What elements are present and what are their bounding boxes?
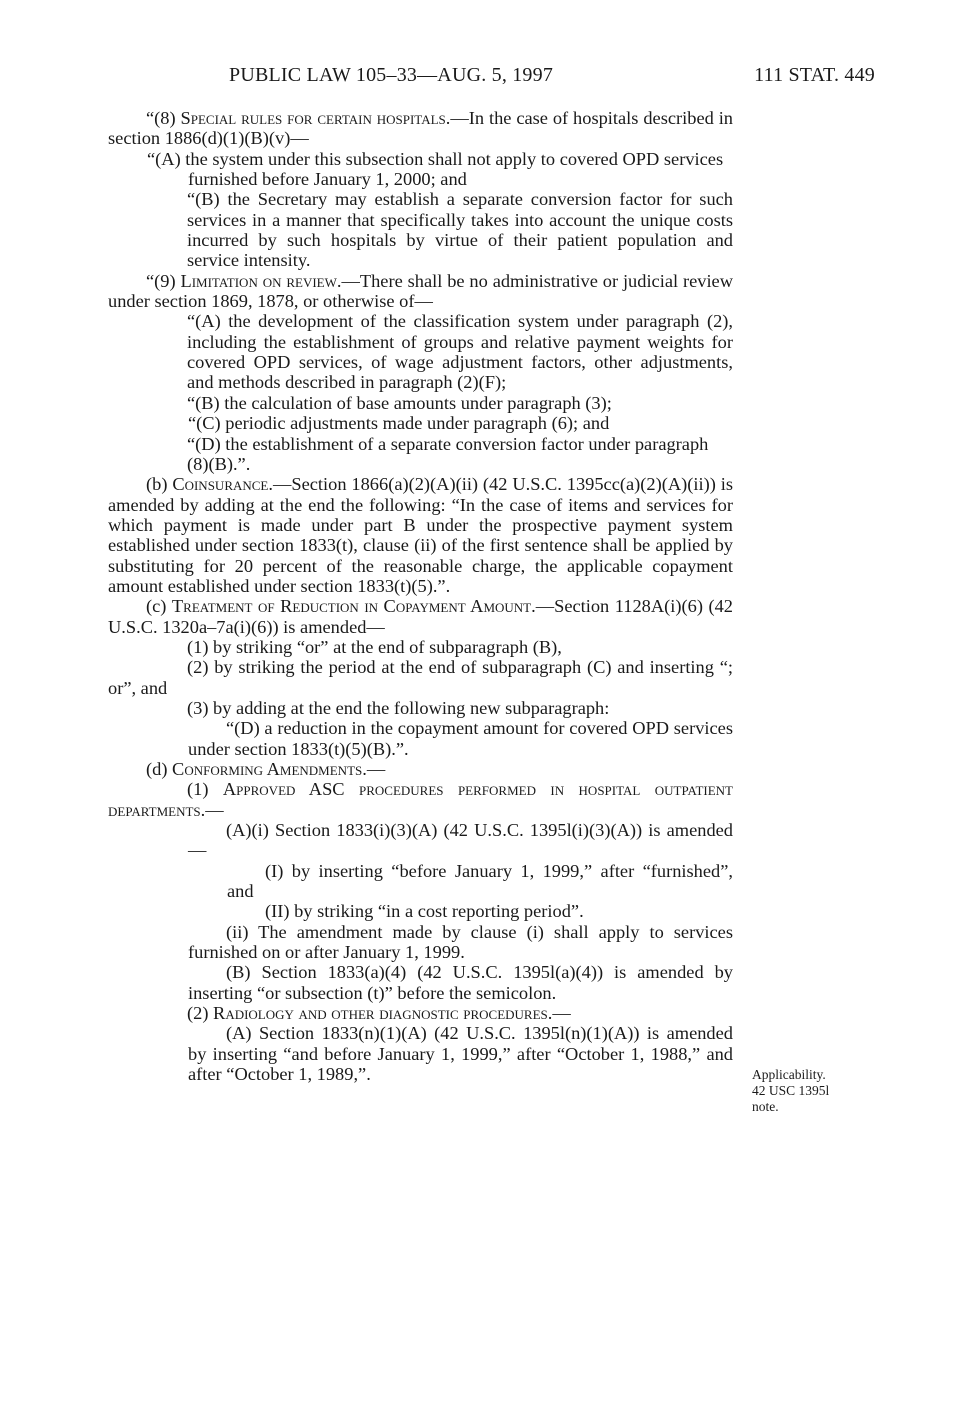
subsection-b-coinsurance: (b) Coinsurance.—Section 1866(a)(2)(A)(ii) (42 U.S.C. 1395cc(a)(2)(A)(ii)) is amended by adding at the end the following: “In the case of items and services for which payment is made under part B under the prospective payment system established under section 1833(t), clause (ii) of the first sentence shall be applied by substituting for 20 percent of the reasonable charge, the applicable copayment amount established under section 1833(t)(5).”. <box>108 474 733 596</box>
subparagraph-9a: “(A) the development of the classification system under paragraph (2), including the establishment of groups and relative payment weights for covered OPD services, of wage adjustment factors, other adjustments, and methods described in paragraph (2)(F); <box>187 311 733 393</box>
subsection-c-copayment-reduction: (c) Treatment of Reduction in Copayment Amount.—Section 1128A(i)(6) (42 U.S.C. 1320a–7a(i)(6)) is amended— <box>108 596 733 637</box>
subparagraph-d-2-a: (A) Section 1833(n)(1)(A) (42 U.S.C. 1395l(n)(1)(A)) is amended by inserting “and before January 1, 1999,” after “October 1, 1988,” and after “October 1, 1989,”. <box>188 1023 733 1085</box>
heading-radiology: Radiology and other diagnostic procedures. <box>213 1003 553 1024</box>
subparagraph-8a: “(A) the system under this subsection shall not apply to covered OPD services furnished before January 1, 2000; and <box>147 148 724 190</box>
heading-conforming-amendments: Conforming Amendments. <box>172 759 367 779</box>
clause-ii-applicability: (ii) The amendment made by clause (i) shall apply to services furnished on or after January 1, 1999. <box>188 921 733 963</box>
subparagraph-9b: “(B) the calculation of base amounts under paragraph (3); <box>187 392 612 413</box>
margin-note-applicability <box>752 1067 862 1115</box>
subclause-ii: (II) by striking “in a cost reporting period”. <box>265 901 584 922</box>
subparagraph-8b: “(B) the Secretary may establish a separate conversion factor for such services in a manner that specifically takes into account the unique costs incurred by such hospitals by virtue of their patient population and service intensity. <box>187 189 733 271</box>
heading-approved-asc: Approved ASC procedures performed in hospital outpatient departments. <box>108 779 733 820</box>
clause-c-1: (1) by striking “or” at the end of subparagraph (B), <box>187 636 562 657</box>
new-subparagraph-d: “(D) a reduction in the copayment amount for covered OPD services under section 1833(t)(5)(B).”. <box>188 718 733 759</box>
header-page-citation: 111 STAT. 449 <box>754 64 875 86</box>
clause-c-3: (3) by adding at the end the following new subparagraph: <box>187 697 610 718</box>
statute-text <box>108 108 733 1085</box>
subparagraph-9c: “(C) periodic adjustments made under paragraph (6); and <box>188 413 610 434</box>
header-law-citation: PUBLIC LAW 105–33—AUG. 5, 1997 <box>229 64 554 86</box>
heading-limitation-on-review: Limitation on review. <box>180 270 342 291</box>
clause-c-2: (2) by striking the period at the end of subparagraph (C) and inserting “; or”, and <box>108 657 733 698</box>
heading-treatment-of-reduction: Treatment of Reduction in Copayment Amount. <box>171 596 536 617</box>
subsection-d-conforming: (d) Conforming Amendments.— <box>146 759 386 779</box>
running-header <box>229 62 875 88</box>
margin-note-line-3: note. <box>752 1099 779 1114</box>
margin-note-line-1: Applicability. <box>752 1067 826 1082</box>
subparagraph-d-1-a-i: (A)(i) Section 1833(i)(3)(A) (42 U.S.C. 1395l(i)(3)(A)) is amended— <box>188 820 733 861</box>
subparagraph-9d: “(D) the establishment of a separate conversion factor under paragraph (8)(B).”. <box>187 433 709 474</box>
paragraph-d-1: (1) Approved ASC procedures performed in hospital outpatient departments.— <box>108 779 733 820</box>
heading-special-rules: Special rules for certain hospitals. <box>180 108 451 128</box>
paragraph-9-limitation-on-review: “(9) Limitation on review.—There shall be no administrative or judicial review under section 1869, 1878, or otherwise of— <box>108 270 733 312</box>
margin-note-line-2: 42 USC 1395l <box>752 1083 830 1098</box>
subparagraph-d-1-b: (B) Section 1833(a)(4) (42 U.S.C. 1395l(a)(4)) is amended by inserting “or subsection (t)” before the semicolon. <box>188 962 733 1003</box>
subclause-i: (I) by inserting “before January 1, 1999,” after “furnished”, and <box>227 860 733 902</box>
heading-coinsurance: Coinsurance. <box>172 474 273 495</box>
paragraph-d-2: (2) Radiology and other diagnostic procedures.— <box>187 1003 571 1024</box>
paragraph-8-special-rules: “(8) Special rules for certain hospitals.—In the case of hospitals described in section 1886(d)(1)(B)(v)— <box>108 108 733 149</box>
